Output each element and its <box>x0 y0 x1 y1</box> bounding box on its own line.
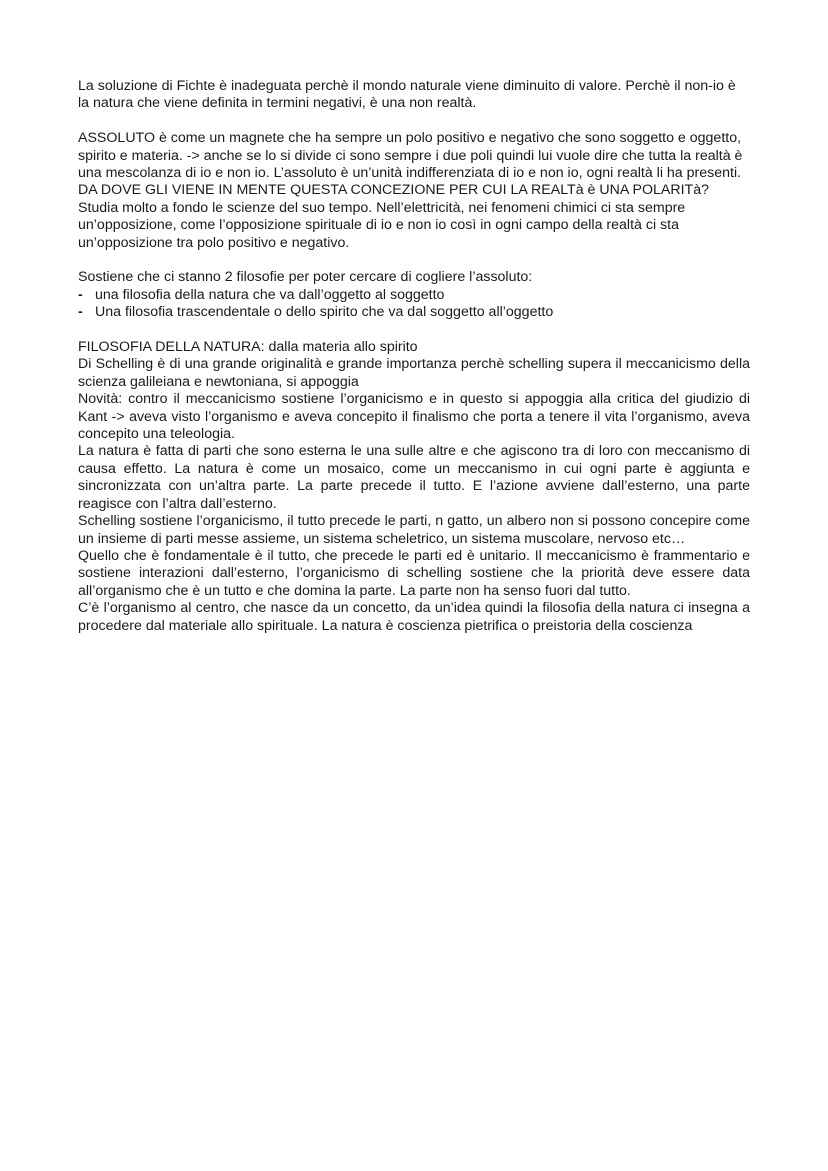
paragraph-organismo-centro: C’è l’organismo al centro, che nasce da un concetto, da un’idea quindi la filosofia della natura ci insegna a procedere dal materiale allo spirituale. La natura è coscienza pietrifica o preistoria della coscienza <box>78 600 750 634</box>
filosofie-list <box>78 287 750 322</box>
paragraph-novita: Novità: contro il meccanicismo sostiene l’organicismo e in questo si appoggia alla critica del giudizio di Kant -> aveva visto l’organismo e aveva concepito il finalismo che porta a tenere il vita l’organismo, aveva concepito una teleologia. <box>78 391 750 443</box>
list-item <box>78 304 750 321</box>
list-item-text: una filosofia della natura che va dall’oggetto al soggetto <box>95 286 445 303</box>
paragraph-originalita: Di Schelling è di una grande originalità e grande importanza perchè schelling supera il meccanicismo della scienza galileiana e newtoniana, si appoggia <box>78 356 750 390</box>
paragraph-natura-parti: La natura è fatta di parti che sono esterna le una sulle altre e che agiscono tra di loro con meccanismo di causa effetto. La natura è come un mosaico, come un meccanismo in cui ogni parte è aggiunta e sincronizzata con un’altra parte. La parte precede il tutto. E l’azione avviene dall’esterno, una parte reagisce con l’altra dall’esterno. <box>78 443 750 512</box>
paragraph-fichte: La soluzione di Fichte è inadeguata perchè il mondo naturale viene diminuito di valore. Perchè il non-io è la natura che viene definita in termini negativi, è una non realtà. <box>78 78 736 112</box>
list-item <box>78 287 750 304</box>
paragraph-block-filosofia-natura <box>78 339 750 635</box>
paragraph-block-assoluto <box>78 130 750 252</box>
paragraph-block-fichte <box>78 78 750 113</box>
paragraph-due-filosofie: Sostiene che ci stanno 2 filosofie per poter cercare di cogliere l’assoluto: <box>78 269 533 286</box>
paragraph-assoluto: ASSOLUTO è come un magnete che ha sempre un polo positivo e negativo che sono soggetto e oggetto, spirito e materia. -> anche se lo si divide ci sono sempre i due poli quindi lui vuole dire che tutta la realtà è una mescolanza di io e non io. L’assoluto è un’unità indifferenziata di io e non io, ogni realtà li ha presenti. <box>78 130 743 182</box>
paragraph-tutto: Quello che è fondamentale è il tutto, che precede le parti ed è unitario. Il meccanicismo è frammentario e sostiene interazioni dall’esterno, l’organicismo di schelling sostiene che la priorità deve essere data all’organismo che è un tutto e che domina la parte. La parte non ha senso fuori dal tutto. <box>78 547 750 599</box>
list-item-text: Una filosofia trascendentale o dello spirito che va dal soggetto all’oggetto <box>95 304 554 321</box>
paragraph-organicismo: Schelling sostiene l’organicismo, il tutto precede le parti, n gatto, un albero non si possono concepire come un insieme di parti messe assieme, un sistema scheletrico, un sistema muscolare, nervoso etc… <box>78 513 750 547</box>
paragraph-block-due-filosofie <box>78 269 750 321</box>
paragraph-question-polarity: DA DOVE GLI VIENE IN MENTE QUESTA CONCEZIONE PER CUI LA REALTà è UNA POLARITà? <box>78 182 709 199</box>
dash-bullet: - <box>78 286 83 303</box>
dash-bullet: - <box>78 304 83 321</box>
section-heading-filosofia-natura: FILOSOFIA DELLA NATURA: dalla materia allo spirito <box>78 339 418 356</box>
paragraph-scienze: Studia molto a fondo le scienze del suo tempo. Nell’elettricità, nei fenomeni chimici ci sta sempre un’opposizione, come l’opposizione spirituale di io e non io così in ogni campo della realtà ci sta un’opposizione tra polo positivo e negativo. <box>78 199 686 251</box>
